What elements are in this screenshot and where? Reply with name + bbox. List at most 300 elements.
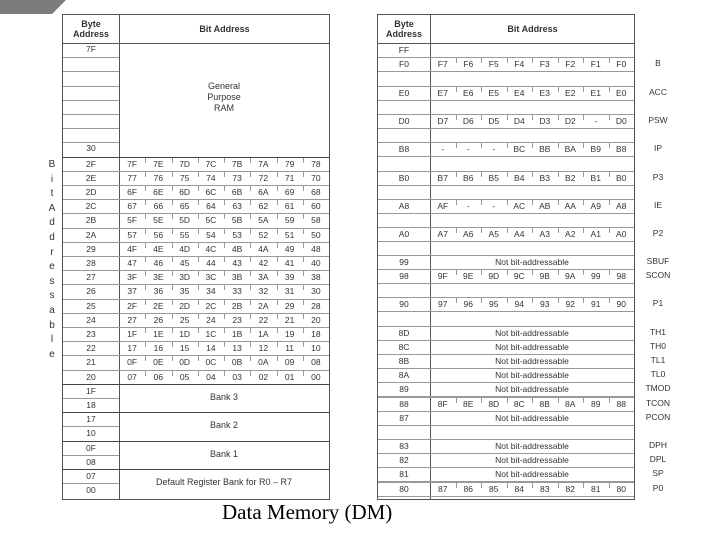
sfr-bit-cell: 91 (591, 299, 601, 309)
bit-tick (583, 58, 584, 63)
bit-address-cell: 5F (127, 215, 138, 226)
bit-address-cell: 4E (153, 243, 164, 254)
sfr-byte-address: A0 (398, 229, 410, 239)
sfr-byte-address: B8 (398, 144, 410, 154)
bit-tick (172, 314, 173, 319)
byte-address-heading: Byte Address (63, 15, 120, 43)
sfr-byte-address-heading: Byte Address (378, 15, 431, 43)
bit-tick (277, 342, 278, 347)
byte-address: 27 (86, 272, 96, 283)
bit-tick (145, 271, 146, 276)
sfr-register-name: PCON (645, 412, 671, 422)
bit-address-cell: 0C (205, 357, 217, 368)
bit-address-cell: 70 (311, 172, 321, 183)
byte-address: 2B (85, 215, 97, 226)
bit-tick (224, 229, 225, 234)
byte-address: 26 (86, 286, 96, 297)
sfr-register-name: DPL (649, 454, 667, 464)
bank-label: Default Register Bank for R0 – R7 (155, 477, 293, 487)
bit-tick (277, 285, 278, 290)
bit-tick (198, 300, 199, 305)
bit-address-cell: 10 (311, 343, 321, 354)
bit-tick (507, 87, 508, 92)
sfr-bit-cell: A8 (616, 201, 627, 211)
internal-ram-header (63, 15, 329, 44)
not-bit-addressable: Not bit-addressable (495, 455, 569, 465)
bit-address-cell: 39 (284, 272, 295, 283)
bit-tick (507, 298, 508, 303)
bit-tick (609, 270, 610, 275)
sfr-bit-cell: A7 (437, 229, 448, 239)
bit-tick (277, 229, 278, 234)
bit-tick (609, 398, 610, 403)
bit-tick (224, 257, 225, 262)
bank-divider (63, 412, 329, 413)
bit-address-cell: 7A (258, 158, 269, 169)
byte-address: 25 (86, 300, 96, 311)
bit-address-cell: 62 (258, 201, 269, 212)
bit-address-cell: 78 (311, 158, 321, 169)
sfr-bit-cell: 93 (540, 299, 550, 309)
bit-tick (507, 172, 508, 177)
bit-address-cell: 3E (153, 272, 164, 283)
bit-tick (303, 243, 304, 248)
sfr-bit-cell: E0 (616, 88, 627, 98)
bit-address-cell: 1F (127, 329, 138, 339)
bit-tick (583, 483, 584, 488)
bit-address-cell: 1C (205, 329, 217, 339)
bit-tick (558, 87, 559, 92)
bit-address-cell: 67 (127, 201, 137, 212)
sfr-bit-cell: A6 (463, 229, 474, 239)
byte-address-7f: 7F (86, 44, 96, 54)
ram-row-line (63, 256, 329, 257)
bit-address-cell: 72 (258, 172, 269, 183)
bit-tick (558, 483, 559, 488)
bit-address-cell: 3D (179, 272, 191, 283)
bit-tick (172, 200, 173, 205)
bank-byte-address: 07 (86, 471, 96, 481)
bit-address-cell: 66 (153, 201, 164, 212)
byte-address: 2D (85, 187, 97, 197)
sfr-bit-cell: AF (437, 201, 449, 211)
bit-tick (277, 300, 278, 305)
bit-address-cell: 20 (311, 314, 321, 325)
sfr-row-line (378, 411, 634, 412)
ram-row-line (63, 71, 119, 72)
bit-tick (558, 143, 559, 148)
sfr-byte-address: 87 (399, 413, 409, 423)
sfr-bit-cell: 81 (591, 484, 601, 494)
bit-address-cell: 33 (232, 286, 242, 297)
bit-tick (198, 314, 199, 319)
bit-address-cell: 59 (284, 215, 295, 226)
bit-address-cell: 74 (206, 172, 216, 183)
byte-address: 21 (86, 357, 96, 368)
sfr-bit-cell: 97 (438, 299, 448, 309)
bit-tick (145, 186, 146, 191)
bit-tick (172, 243, 173, 248)
bit-address-cell: 6F (127, 187, 138, 197)
bank-byte-address: 08 (86, 456, 96, 467)
bank-label: Bank 2 (209, 420, 239, 431)
bit-tick (303, 158, 304, 163)
bit-tick (481, 172, 482, 177)
bit-address-cell: 36 (153, 286, 164, 297)
sfr-byte-address: 98 (399, 271, 409, 281)
sfr-row-line (378, 255, 634, 256)
sfr-bit-cell: B7 (437, 173, 448, 183)
not-bit-addressable: Not bit-addressable (495, 356, 569, 366)
sfr-byte-address: A8 (398, 201, 410, 211)
bank-divider (63, 469, 329, 470)
bit-tick (250, 314, 251, 319)
vertical-label-letter: d (49, 231, 55, 243)
bit-address-cell: 4F (127, 243, 138, 254)
bit-address-cell: 34 (206, 286, 216, 297)
vertical-label-letter: B (48, 159, 56, 170)
bit-tick (609, 228, 610, 233)
sfr-bit-cell: 9E (463, 271, 474, 281)
ram-row-line (63, 228, 329, 229)
bit-tick (481, 115, 482, 120)
bit-address-cell: 16 (153, 343, 164, 354)
bit-address-cell: 48 (311, 243, 321, 254)
bit-tick (456, 483, 457, 488)
sfr-bit-cell: D4 (513, 116, 525, 126)
bank-label: Bank 3 (209, 391, 239, 402)
bit-tick (532, 87, 533, 92)
bit-tick (250, 186, 251, 191)
sfr-row-line (378, 354, 634, 355)
sfr-bit-cell: 95 (489, 299, 499, 309)
not-bit-addressable: Not bit-addressable (495, 370, 569, 380)
bit-tick (172, 158, 173, 163)
bit-address-cell: 09 (284, 357, 295, 368)
sfr-row-line (378, 382, 634, 383)
bit-tick (172, 186, 173, 191)
bank-section-top-line (63, 384, 329, 385)
bit-tick (145, 300, 146, 305)
bit-addressable-vertical-label (44, 158, 60, 362)
bit-tick (507, 398, 508, 403)
byte-address-30: 30 (86, 143, 96, 154)
corner-decoration (0, 0, 52, 14)
bit-tick (481, 270, 482, 275)
general-purpose-ram-label: General Purpose RAM (207, 81, 241, 113)
bit-address-cell: 41 (284, 258, 295, 268)
byte-address: 28 (86, 258, 96, 268)
bit-tick (198, 214, 199, 219)
corner-decoration-tip (52, 0, 66, 14)
bit-address-cell: 2D (179, 300, 191, 311)
bit-address-cell: 6A (258, 187, 269, 197)
vertical-label-letter: A (48, 202, 56, 214)
not-bit-addressable: Not bit-addressable (495, 328, 569, 338)
sfr-bit-cell: F6 (463, 59, 474, 69)
bit-tick (145, 285, 146, 290)
sfr-row-line (378, 326, 634, 327)
bit-address-cell: 5E (153, 215, 164, 226)
bit-tick (250, 229, 251, 234)
bit-tick (481, 87, 482, 92)
bit-tick (481, 143, 482, 148)
bit-address-cell: 51 (284, 229, 295, 240)
bit-tick (456, 200, 457, 205)
ram-row-line (63, 171, 329, 172)
sfr-bit-cell: B3 (539, 173, 550, 183)
sfr-register-name: P0 (652, 483, 664, 493)
sfr-bit-cell: 9A (565, 271, 576, 281)
bit-address-cell: 0A (258, 357, 269, 368)
bit-tick (277, 200, 278, 205)
bit-tick (532, 298, 533, 303)
byte-address: 20 (86, 371, 96, 382)
bit-tick (145, 172, 146, 177)
caption: Data Memory (DM) (222, 500, 393, 524)
ram-row-line (63, 426, 119, 427)
sfr-row-line (378, 283, 634, 284)
sfr-bit-cell: A2 (565, 229, 576, 239)
bit-tick (250, 257, 251, 262)
byte-address: 22 (86, 343, 96, 354)
bit-tick (558, 298, 559, 303)
sfr-byte-address: 8A (398, 370, 410, 380)
bit-tick (456, 172, 457, 177)
ram-row-line (63, 86, 119, 87)
ram-row-line (63, 284, 329, 285)
ram-row-line (63, 370, 329, 371)
sfr-byte-address: 8D (398, 328, 410, 338)
sfr-byte-address: 8C (398, 342, 410, 352)
bit-address-cell: 7F (127, 158, 138, 169)
bit-address-cell: 3B (231, 272, 243, 283)
byte-address: 2A (85, 229, 97, 240)
sfr-row-line (378, 340, 634, 341)
bit-address-cell: 18 (311, 329, 321, 339)
bit-tick (303, 172, 304, 177)
bit-tick (609, 172, 610, 177)
sfr-bit-cell: 8A (565, 399, 576, 409)
bit-tick (250, 200, 251, 205)
sfr-bit-cell: F3 (539, 59, 550, 69)
sfr-bit-cell: B4 (514, 173, 525, 183)
bit-tick (609, 143, 610, 148)
bit-address-cell: 49 (284, 243, 295, 254)
sfr-byte-address: 81 (399, 469, 409, 479)
bit-address-cell: 00 (311, 371, 321, 382)
ram-row-line (63, 299, 329, 300)
sfr-row-line (378, 311, 634, 312)
bit-address-cell: 31 (284, 286, 295, 297)
sfr-bit-cell: AC (513, 201, 526, 211)
bit-tick (145, 214, 146, 219)
bit-tick (507, 115, 508, 120)
bit-address-cell: 3F (127, 272, 138, 283)
vertical-label-letter: s (49, 290, 55, 302)
bit-tick (198, 200, 199, 205)
bit-tick (583, 172, 584, 177)
bit-tick (277, 356, 278, 361)
bit-tick (532, 228, 533, 233)
bit-tick (172, 229, 173, 234)
bit-tick (250, 172, 251, 177)
bit-address-cell: 21 (284, 314, 295, 325)
bit-address-cell: 68 (311, 187, 321, 197)
bit-tick (507, 58, 508, 63)
bit-address-cell: 38 (311, 272, 321, 283)
bit-tick (145, 314, 146, 319)
bit-address-cell: 0D (179, 357, 191, 368)
sfr-register-name: IP (653, 143, 663, 153)
sfr-bit-cell: 99 (591, 271, 601, 281)
bit-address-cell: 28 (311, 300, 321, 311)
bit-tick (481, 298, 482, 303)
bit-tick (145, 243, 146, 248)
bit-address-cell: 37 (127, 286, 137, 297)
bit-tick (583, 143, 584, 148)
sfr-bit-cell: B1 (590, 173, 601, 183)
sfr-row-line (378, 425, 634, 426)
bit-address-cell: 24 (206, 314, 216, 325)
sfr-register-name: PSW (648, 115, 668, 125)
vertical-label-letter: s (49, 275, 55, 287)
bit-tick (224, 214, 225, 219)
bit-address-cell: 75 (179, 172, 190, 183)
sfr-bit-cell: 96 (463, 299, 473, 309)
bit-address-cell: 05 (179, 371, 190, 382)
bit-address-cell: 42 (258, 258, 269, 268)
bit-tick (558, 200, 559, 205)
sfr-row-line (378, 368, 634, 369)
bit-address-cell: 2A (258, 300, 269, 311)
bit-tick (558, 172, 559, 177)
sfr-register-name: TL0 (650, 369, 666, 379)
sfr-bit-cell: A4 (514, 229, 525, 239)
vertical-label-letter: e (49, 348, 55, 360)
bit-tick (532, 115, 533, 120)
sfr-bit-cell: - (441, 144, 445, 154)
bit-tick (172, 271, 173, 276)
sfr-bit-cell: 9D (488, 271, 500, 281)
bit-tick (507, 143, 508, 148)
bit-address-cell: 1E (153, 329, 164, 339)
bit-tick (250, 158, 251, 163)
bit-address-cell: 4A (258, 243, 269, 254)
bit-tick (277, 243, 278, 248)
bit-tick (609, 483, 610, 488)
sfr-bit-cell: D2 (564, 116, 576, 126)
bit-tick (456, 87, 457, 92)
sfr-byte-address: D0 (398, 116, 410, 126)
bit-tick (277, 172, 278, 177)
sfr-byte-address: 80 (399, 484, 409, 494)
bit-address-cell: 54 (206, 229, 216, 240)
bit-tick (198, 172, 199, 177)
sfr-bit-cell: D3 (539, 116, 551, 126)
bit-tick (224, 342, 225, 347)
bit-address-cell: 57 (127, 229, 137, 240)
sfr-bit-cell: B9 (590, 144, 601, 154)
bit-address-cell: 08 (311, 357, 321, 368)
bit-address-cell: 7B (231, 158, 243, 169)
bit-address-cell: 0B (231, 357, 243, 368)
bit-tick (224, 356, 225, 361)
bit-tick (583, 115, 584, 120)
sfr-bit-cell: 8C (513, 399, 525, 409)
sfr-bit-cell: A1 (590, 229, 601, 239)
bit-address-cell: 15 (179, 343, 190, 354)
sfr-row-line (378, 467, 634, 468)
bit-address-cell: 6C (205, 187, 217, 197)
byte-address: 2C (85, 201, 97, 212)
bit-tick (481, 483, 482, 488)
sfr-bit-cell: 8B (539, 399, 550, 409)
sfr-byte-address: 82 (399, 455, 409, 465)
bit-address-cell: 0E (153, 357, 164, 368)
bit-tick (250, 356, 251, 361)
bank-byte-address: 10 (86, 428, 96, 439)
sfr-bit-cell: A3 (539, 229, 550, 239)
bit-section-top-line (63, 157, 329, 158)
sfr-bit-cell: 9F (437, 271, 448, 281)
sfr-bit-cell: - (492, 201, 496, 211)
bit-address-heading: Bit Address (199, 24, 250, 34)
sfr-bit-cell: BC (513, 144, 526, 154)
bit-tick (558, 228, 559, 233)
ram-row-line (63, 199, 329, 200)
sfr-bit-cell: 8E (463, 399, 474, 409)
bank-byte-address: 00 (86, 485, 96, 496)
sfr-bit-cell: B0 (616, 173, 627, 183)
bit-address-cell: 4B (231, 243, 243, 254)
bit-tick (609, 58, 610, 63)
bit-address-cell: 45 (179, 258, 190, 268)
vertical-label-letter: r (50, 246, 54, 258)
bit-address-cell: 46 (153, 258, 164, 268)
bit-tick (224, 328, 225, 333)
bit-tick (198, 271, 199, 276)
bit-tick (481, 398, 482, 403)
bank-divider (63, 441, 329, 442)
bit-address-cell: 77 (127, 172, 137, 183)
not-bit-addressable: Not bit-addressable (495, 257, 569, 267)
bit-address-cell: 7D (179, 158, 191, 169)
bit-address-cell: 61 (284, 201, 295, 212)
bit-tick (583, 87, 584, 92)
not-bit-addressable: Not bit-addressable (495, 342, 569, 352)
bit-tick (507, 228, 508, 233)
sfr-register-name: P1 (652, 298, 664, 308)
bit-tick (481, 200, 482, 205)
sfr-header (378, 15, 634, 44)
bit-tick (250, 214, 251, 219)
sfr-byte-address: B0 (398, 173, 410, 183)
bit-address-cell: 6B (231, 187, 243, 197)
bit-tick (250, 285, 251, 290)
sfr-bit-cell: 9C (513, 271, 525, 281)
sfr-register-name: B (655, 58, 661, 68)
ram-row-line (63, 128, 119, 129)
bit-tick (224, 300, 225, 305)
not-bit-addressable: Not bit-addressable (495, 441, 569, 451)
bit-tick (583, 270, 584, 275)
bit-address-cell: 3A (258, 272, 269, 283)
bit-tick (609, 298, 610, 303)
sfr-bit-cell: BB (539, 144, 551, 154)
bit-tick (145, 257, 146, 262)
sfr-bit-cell: E5 (488, 88, 499, 98)
